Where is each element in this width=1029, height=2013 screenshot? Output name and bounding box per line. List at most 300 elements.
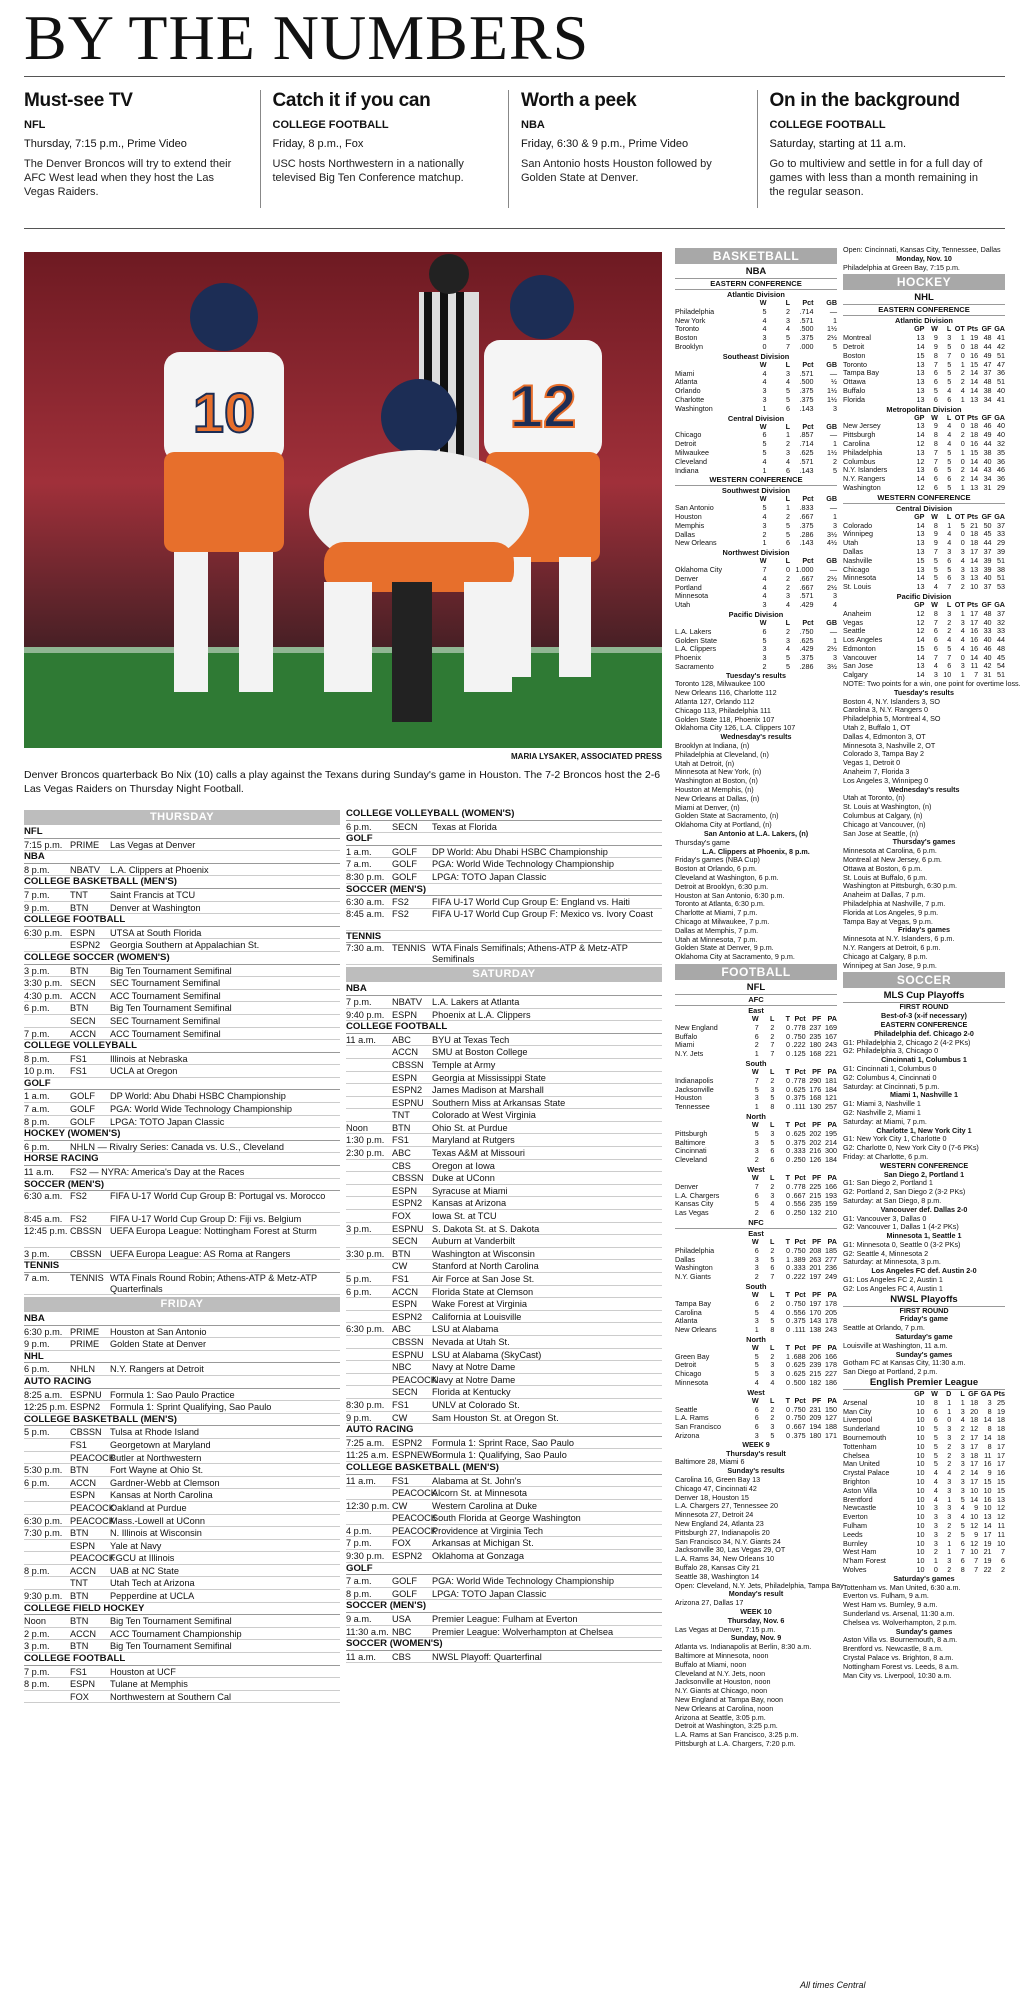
- listing-row: [346, 1084, 662, 1097]
- stat-value: 2: [770, 1404, 775, 1414]
- stat-value: 3: [762, 600, 767, 610]
- team-name: Brooklyn: [675, 341, 703, 351]
- stat-value: 2½: [827, 573, 838, 583]
- team-name: Atlanta: [675, 377, 698, 387]
- stat-value: 159: [824, 1199, 837, 1209]
- stat-value: 3: [960, 573, 965, 583]
- listing-time: 7 p.m.: [24, 889, 50, 900]
- team-name: Carolina: [843, 438, 870, 448]
- listing-channel: FS2: [70, 1191, 87, 1202]
- listing-time: 6:30 p.m.: [346, 1324, 385, 1335]
- listing-row: [346, 1298, 662, 1311]
- stat-value: 40: [983, 573, 992, 583]
- stat-value: 2: [960, 368, 965, 378]
- result-line: Seattle 38, Washington 14: [675, 1571, 760, 1581]
- stat-value: 9: [933, 333, 938, 343]
- stat-value: 34: [983, 394, 992, 404]
- stat-value: 5: [754, 1369, 759, 1379]
- listing-event: Navy at Notre Dame: [432, 1374, 516, 1385]
- column-header: L: [946, 324, 952, 334]
- column-header: W: [751, 1013, 759, 1023]
- team-name: Minnesota: [843, 573, 877, 583]
- team-name: Seattle: [675, 1404, 698, 1414]
- result-line: Carolina 16, Green Bay 13: [675, 1475, 761, 1485]
- result-line: Buffalo 28, Kansas City 21: [675, 1563, 760, 1573]
- result-line: Houston at Memphis, (n): [675, 785, 754, 795]
- listing-row: [346, 1525, 662, 1538]
- stat-value: 13: [916, 529, 925, 539]
- listing-channel: TNT: [70, 1578, 88, 1589]
- stat-value: 48: [983, 608, 992, 618]
- listing-time: 1 a.m.: [24, 1091, 50, 1102]
- stat-value: 5: [762, 447, 767, 457]
- stat-value: 7: [1000, 1547, 1005, 1557]
- result-line: Utah at Toronto, (n): [843, 793, 905, 803]
- stat-value: 5: [947, 368, 952, 378]
- stat-value: 2: [947, 1564, 952, 1574]
- stat-value: 29: [996, 538, 1005, 548]
- stat-value: .143: [799, 403, 814, 413]
- stat-value: 5: [960, 520, 965, 530]
- listing-time: 6 p.m.: [24, 1477, 50, 1488]
- listing-time: [346, 1210, 392, 1222]
- standings-row: [675, 343, 837, 352]
- day-banner: THURSDAY: [24, 810, 340, 825]
- stat-value: 2: [960, 465, 965, 475]
- result-line: G2: Charlotte 0, New York City 0 (7-6 PKs): [843, 1143, 979, 1153]
- stat-value: 4: [762, 591, 767, 601]
- stat-value: 14: [983, 1415, 992, 1425]
- stat-value: 10: [916, 1424, 925, 1434]
- stat-value: 0: [786, 1137, 790, 1147]
- listing-channel: ESPN: [70, 1679, 96, 1690]
- listing-row: [24, 1248, 340, 1261]
- column-header: GA: [994, 599, 1005, 609]
- stat-value: 7: [933, 456, 938, 466]
- listing-channel: PEACOCK: [70, 1553, 115, 1564]
- listing-channel: PRIME: [70, 1326, 100, 1337]
- stat-value: 1: [947, 1494, 952, 1504]
- stat-value: 7: [974, 1556, 979, 1566]
- stat-value: 9: [974, 1503, 979, 1513]
- listing-row: [346, 909, 662, 931]
- team-name: Detroit: [675, 439, 697, 449]
- listing-row: [346, 1437, 662, 1450]
- teaser-when: Thursday, 7:15 p.m., Prime Video: [24, 138, 187, 150]
- stat-value: 3: [960, 617, 965, 627]
- listing-channel: NBC: [392, 1362, 412, 1373]
- listing-time: 11 a.m.: [346, 1651, 376, 1662]
- stat-value: 11: [997, 1529, 1005, 1539]
- stat-value: 2: [947, 1521, 952, 1530]
- stat-value: 3: [933, 670, 938, 680]
- result-line: Saturday: at Cincinnati, 5 p.m.: [843, 1081, 940, 1091]
- listing-row: [346, 1034, 662, 1047]
- result-line: G1: Los Angeles FC 2, Austin 1: [843, 1275, 943, 1285]
- stat-value: 7: [947, 582, 952, 592]
- stat-value: 5: [786, 333, 791, 343]
- stat-value: 2: [786, 573, 791, 583]
- stat-value: 17: [970, 546, 979, 556]
- stat-value: 2: [770, 1245, 775, 1255]
- stat-value: 3: [786, 447, 791, 457]
- result-line: Saturday's games: [893, 1573, 955, 1583]
- listing-category: SOCCER (WOMEN'S): [346, 1638, 662, 1651]
- listing-event: James Madison at Marshall: [432, 1085, 544, 1096]
- result-line: Vancouver def. Dallas 2-0: [880, 1204, 968, 1214]
- listing-row: [24, 1191, 340, 1213]
- stat-value: 6: [754, 1031, 759, 1041]
- listing-row: [24, 1515, 340, 1528]
- listing-time: [346, 1361, 392, 1373]
- stat-value: 12: [970, 1424, 979, 1434]
- listing-event: Duke at UConn: [432, 1173, 495, 1184]
- listing-time: 9 p.m.: [346, 1412, 372, 1423]
- stat-value: 0: [786, 1307, 790, 1317]
- listing-event: UTSA at South Florida: [110, 927, 202, 938]
- stat-value: .375: [799, 520, 814, 530]
- stat-value: .625: [799, 635, 814, 645]
- stat-value: 12: [916, 608, 925, 618]
- column-header: GF: [981, 599, 992, 609]
- team-name: Cincinnati: [675, 1146, 707, 1156]
- stat-value: 7: [933, 447, 938, 457]
- stat-value: 4: [762, 324, 767, 334]
- listing-event: Utah Tech at Arizona: [110, 1578, 195, 1589]
- stat-value: 236: [824, 1263, 837, 1273]
- column-header: PA: [827, 1066, 837, 1076]
- listing-time: [346, 1097, 392, 1109]
- stat-value: 37: [983, 582, 992, 592]
- stat-value: 38: [983, 447, 992, 457]
- column-header: L: [946, 412, 952, 422]
- stat-value: 6: [762, 626, 767, 636]
- stat-value: 0: [786, 1040, 790, 1050]
- listing-channel: BTN: [392, 1122, 411, 1133]
- listing-time: 7:15 p.m.: [24, 839, 63, 850]
- stat-value: 0: [960, 538, 965, 548]
- listing-row: [24, 990, 340, 1003]
- listing-event: Las Vegas at Denver: [110, 839, 196, 850]
- stat-value: 193: [824, 1190, 837, 1200]
- stat-value: 37: [983, 546, 992, 556]
- result-line: Oklahoma City at Portland, (n): [675, 820, 772, 830]
- listing-channel: TNT: [70, 889, 88, 900]
- column-header: PA: [827, 1395, 837, 1405]
- listing-channel: CBS: [392, 1651, 411, 1662]
- stat-value: 10: [916, 1441, 925, 1451]
- stat-value: 3: [770, 1422, 775, 1432]
- stat-value: 37: [996, 608, 1005, 618]
- stat-value: 5: [933, 1459, 938, 1469]
- stat-value: 21: [970, 520, 979, 530]
- stat-value: 5: [933, 573, 938, 583]
- column-header: L: [769, 1172, 775, 1182]
- listing-time: 9 p.m.: [24, 902, 50, 913]
- result-line: New England at Tampa Bay, noon: [675, 1694, 784, 1704]
- listing-row: [346, 1046, 662, 1059]
- listing-channel: ESPNU: [392, 1349, 424, 1360]
- result-line: G1: Philadelphia 2, Chicago 2 (4-2 PKs): [843, 1037, 971, 1047]
- column-header: GB: [826, 421, 838, 431]
- result-line: Nottingham Forest vs. Leeds, 8 a.m.: [843, 1661, 959, 1671]
- listing-event: Oregon at Iowa: [432, 1160, 495, 1171]
- listing-time: 8 p.m.: [24, 1565, 50, 1576]
- stat-value: 4: [960, 1415, 965, 1425]
- stat-value: 0: [786, 1413, 790, 1423]
- listing-event: Alabama at St. John's: [432, 1475, 522, 1486]
- listing-row: [346, 1072, 662, 1085]
- result-line: Aston Villa vs. Bournemouth, 8 a.m.: [843, 1635, 958, 1645]
- stat-value: 14: [970, 385, 979, 395]
- stat-value: 15: [916, 643, 925, 653]
- stat-value: 1: [960, 1397, 965, 1407]
- team-name: Fulham: [843, 1521, 867, 1530]
- stat-value: 2: [947, 1441, 952, 1451]
- stat-value: 8: [933, 520, 938, 530]
- result-line: Philadelphia at Green Bay, 7:15 p.m.: [843, 262, 960, 272]
- result-line: Atlanta 127, Orlando 112: [675, 697, 755, 707]
- stat-value: 5: [770, 1254, 775, 1264]
- stat-value: 0: [960, 652, 965, 662]
- listing-event: N.Y. Rangers at Detroit: [110, 1364, 204, 1375]
- team-name: Ottawa: [843, 377, 866, 387]
- listing-time: 8:45 a.m.: [346, 908, 385, 919]
- team-name: Minnesota: [675, 1378, 709, 1388]
- stat-value: 14: [916, 635, 925, 645]
- stat-value: 5: [933, 1433, 938, 1443]
- result-line: Brentford vs. Newcastle, 8 a.m.: [843, 1644, 943, 1654]
- listing-event: FIFA U-17 World Cup Group F: Mexico vs. Ivory Coast: [432, 908, 653, 919]
- team-name: L.A. Chargers: [675, 1190, 720, 1200]
- stat-value: 6: [933, 474, 938, 484]
- stat-value: 14: [970, 456, 979, 466]
- stat-value: 4: [960, 385, 965, 395]
- stat-value: 4: [960, 635, 965, 645]
- team-name: Boston: [675, 333, 698, 343]
- stat-value: 5: [754, 1084, 759, 1094]
- team-name: Wolves: [843, 1564, 867, 1574]
- listing-event: Nevada at Utah St.: [432, 1336, 510, 1347]
- listing-channel: ESPN2: [70, 1402, 101, 1413]
- column-header: L: [769, 1066, 775, 1076]
- stat-value: 1: [960, 394, 965, 404]
- stat-value: 4: [786, 377, 791, 387]
- listing-event: LPGA: TOTO Japan Classic: [432, 871, 547, 882]
- stat-value: 205: [824, 1307, 837, 1317]
- listing-channel: ACCN: [70, 1028, 97, 1039]
- stat-value: 235: [809, 1031, 822, 1041]
- stat-value: 0: [947, 1415, 952, 1425]
- stat-value: —: [829, 503, 838, 513]
- stat-value: 2: [786, 582, 791, 592]
- team-name: Tottenham: [843, 1441, 877, 1451]
- listing-event: PGA: World Wide Technology Championship: [432, 859, 614, 870]
- stat-value: .833: [799, 503, 814, 513]
- column-header: Pct: [794, 1395, 806, 1405]
- listing-category: AUTO RACING: [24, 1376, 340, 1389]
- stat-value: 7: [947, 350, 952, 360]
- stat-value: 1: [786, 1351, 790, 1361]
- stat-value: 6: [933, 626, 938, 636]
- listing-time: 3 p.m.: [24, 965, 50, 976]
- listing-event: Iowa St. at TCU: [432, 1211, 497, 1222]
- stat-value: 4: [770, 1199, 775, 1209]
- listing-time: 10 p.m.: [24, 1066, 55, 1077]
- result-line: Minnesota 1, Seattle 1: [886, 1231, 962, 1241]
- column-header: GF: [981, 412, 992, 422]
- result-line: N.Y. Rangers at Detroit, 6 p.m.: [843, 942, 941, 952]
- stat-value: 10: [983, 1485, 992, 1495]
- stat-value: 1: [833, 315, 838, 325]
- listing-time: 7 p.m.: [24, 1028, 50, 1039]
- stat-value: 2½: [827, 582, 838, 592]
- stat-value: 237: [809, 1022, 822, 1032]
- stat-value: 3: [754, 1093, 759, 1103]
- result-line: Charlotte at Miami, 7 p.m.: [675, 908, 758, 918]
- stat-value: 38: [983, 385, 992, 395]
- stat-value: 17: [996, 1459, 1005, 1469]
- standings-row: [843, 1531, 1005, 1540]
- listing-channel: FOX: [392, 1538, 411, 1549]
- listing-row: [346, 1626, 662, 1639]
- team-name: Brighton: [843, 1477, 870, 1487]
- stat-value: 3: [786, 591, 791, 601]
- column-header: W: [751, 1119, 759, 1129]
- stat-value: 4: [786, 600, 791, 610]
- listing-event: Arkansas at Michigan St.: [432, 1538, 534, 1549]
- results-block: [843, 1575, 1005, 1681]
- result-line: Dallas at Memphis, 7 p.m.: [675, 925, 759, 935]
- column-header: W: [759, 617, 767, 627]
- team-name: Aston Villa: [843, 1485, 877, 1495]
- stat-value: 10: [970, 1485, 979, 1495]
- team-name: St. Louis: [843, 582, 871, 592]
- result-line: Cleveland at Washington, 6 p.m.: [675, 873, 779, 883]
- listing-channel: FS1: [392, 1274, 409, 1284]
- stat-value: 126: [809, 1155, 822, 1165]
- stat-value: 5: [933, 1441, 938, 1451]
- stat-value: 33: [996, 529, 1005, 539]
- stat-value: 40: [983, 456, 992, 466]
- column-header: T: [785, 1342, 790, 1352]
- result-line: Oklahoma City at Sacramento, 9 p.m.: [675, 952, 795, 962]
- result-line: Washington at Boston, (n): [675, 776, 758, 786]
- listing-row: [24, 1678, 340, 1691]
- result-line: N.Y. Giants at Chicago, noon: [675, 1686, 768, 1696]
- results-block: [675, 672, 837, 962]
- stat-value: 7: [770, 1040, 775, 1050]
- stat-value: 138: [809, 1325, 822, 1335]
- stat-value: 2: [754, 1155, 759, 1165]
- listing-channel: PEACOCK: [392, 1488, 437, 1499]
- stat-value: 263: [809, 1254, 822, 1264]
- result-line: Chicago at Milwaukee, 7 p.m.: [675, 917, 770, 926]
- stat-value: 0: [786, 1199, 790, 1209]
- column-header: L: [785, 421, 791, 431]
- stat-value: 3: [833, 520, 838, 530]
- listing-event: DP World: Abu Dhabi HSBC Championship: [432, 846, 608, 857]
- stat-value: 14: [916, 520, 925, 530]
- stat-value: 4: [762, 582, 767, 592]
- stat-value: 0: [960, 456, 965, 466]
- stat-value: 290: [809, 1075, 822, 1085]
- listing-time: 12:45 p.m.: [24, 1225, 68, 1236]
- stat-value: 150: [824, 1404, 837, 1414]
- stat-value: 7: [947, 652, 952, 662]
- stat-value: 7: [974, 1564, 979, 1574]
- team-name: New Orleans: [675, 538, 717, 548]
- stat-value: 1: [833, 439, 838, 449]
- column-header: Pct: [802, 359, 814, 369]
- stat-value: 14: [970, 555, 979, 565]
- stat-value: 178: [824, 1298, 837, 1308]
- result-line: San Jose at Seattle, (n): [843, 828, 919, 838]
- stat-value: 8: [960, 1564, 965, 1574]
- stat-value: 0: [786, 1181, 790, 1191]
- listing-channel: NBC: [392, 1626, 412, 1637]
- stat-value: 22: [983, 1564, 992, 1574]
- listing-time: 5:30 p.m.: [24, 1465, 63, 1476]
- stat-value: 2: [770, 1298, 775, 1308]
- stat-value: 6: [933, 482, 938, 492]
- results-block: [675, 1439, 844, 1749]
- listing-row: [24, 1552, 340, 1565]
- stat-value: 6: [933, 635, 938, 645]
- listing-time: [346, 1197, 392, 1209]
- stat-value: .222: [791, 1272, 806, 1282]
- result-line: Thursday's games: [892, 837, 956, 847]
- stat-value: 0: [786, 1031, 790, 1041]
- stat-value: .625: [791, 1369, 806, 1379]
- stat-value: 6: [754, 1413, 759, 1423]
- stat-value: 16: [970, 438, 979, 448]
- result-line: Sunday's games: [895, 1626, 953, 1636]
- stat-value: 18: [970, 1415, 979, 1425]
- stat-value: 5: [770, 1137, 775, 1147]
- listing-event: PGA: World Wide Technology Championship: [110, 1104, 292, 1115]
- stat-value: 29: [996, 482, 1005, 492]
- listing-row: [346, 1248, 662, 1261]
- standings-row: [675, 467, 837, 476]
- standings-row: [843, 378, 1005, 387]
- stat-value: 1: [960, 608, 965, 618]
- stat-value: 0: [786, 1102, 790, 1112]
- listing-row: [346, 1134, 662, 1147]
- stat-value: 0: [786, 1093, 790, 1103]
- standings-row: [675, 1209, 837, 1218]
- stat-value: 14: [916, 652, 925, 662]
- listing-row: [346, 1550, 662, 1563]
- team-name: Indianapolis: [675, 1075, 714, 1085]
- team-name: San Antonio: [675, 503, 714, 513]
- stat-value: 12: [970, 1521, 979, 1530]
- listing-time: [346, 1349, 392, 1361]
- listing-channel: TNT: [392, 1110, 410, 1121]
- listing-event: California at Louisville: [432, 1311, 522, 1322]
- stat-value: .222: [791, 1040, 806, 1050]
- stat-value: 13: [916, 546, 925, 556]
- listing-event: Western Carolina at Duke: [432, 1500, 538, 1511]
- stat-value: 3: [786, 368, 791, 378]
- column-header: Pct: [794, 1066, 806, 1076]
- listing-event: FIFA U-17 World Cup Group B: Portugal vs. Morocco: [110, 1191, 326, 1202]
- stat-value: 18: [970, 421, 979, 431]
- column-header: PA: [827, 1342, 837, 1352]
- stat-value: 7: [786, 341, 791, 351]
- stat-value: 4: [786, 456, 791, 466]
- stat-value: 2: [960, 1424, 965, 1434]
